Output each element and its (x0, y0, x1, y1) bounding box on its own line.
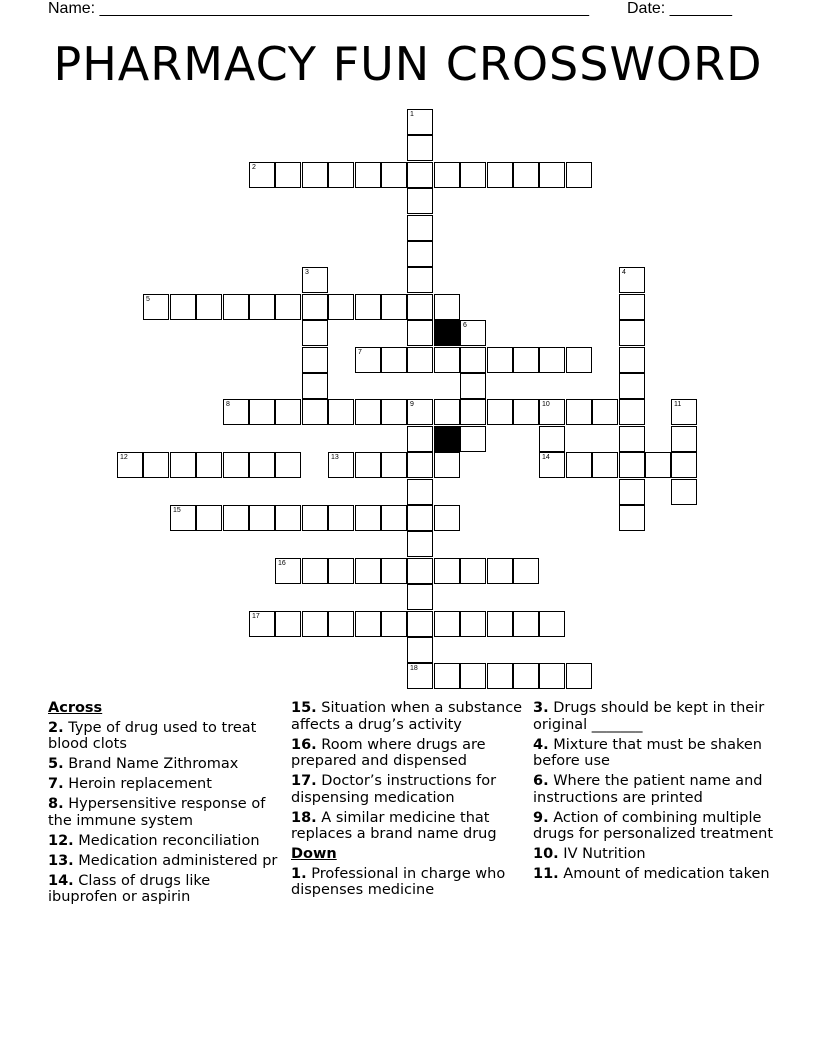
crossword-cell[interactable] (328, 452, 354, 478)
clue-number: 13 (331, 454, 339, 461)
crossword-cell[interactable] (223, 399, 249, 425)
crossword-cell[interactable] (249, 294, 275, 320)
crossword-cell[interactable] (460, 347, 486, 373)
clue-number: 10 (542, 401, 550, 408)
crossword-cell[interactable] (671, 426, 697, 452)
clue-number: 18 (410, 665, 418, 672)
crossword-cell[interactable] (619, 347, 645, 373)
crossword-cell[interactable] (302, 558, 328, 584)
clue-number: 7 (358, 349, 362, 356)
crossword-cell[interactable] (407, 241, 433, 267)
crossword-cell[interactable] (407, 505, 433, 531)
crossword-cell[interactable] (381, 294, 407, 320)
clue-number-label: 9. (533, 809, 549, 826)
crossword-cell[interactable] (381, 347, 407, 373)
crossword-cell[interactable] (619, 399, 645, 425)
clue-text: A similar medicine that replaces a brand name drug (291, 809, 497, 842)
crossword-cell[interactable] (407, 611, 433, 637)
clue-number: 14 (542, 454, 550, 461)
clue-number: 1 (410, 111, 414, 118)
crossword-cell[interactable] (434, 399, 460, 425)
crossword-cell[interactable] (619, 452, 645, 478)
crossword-cell[interactable] (619, 373, 645, 399)
crossword-cell[interactable] (407, 637, 433, 663)
clue-number-label: 11. (533, 866, 559, 882)
crossword-cell[interactable] (487, 663, 513, 689)
clue-number: 6 (463, 322, 467, 329)
down-clue-list (291, 866, 523, 899)
clue-number: 12 (120, 454, 128, 461)
clue-number-label: 14. (48, 872, 74, 889)
clue-column-1 (48, 700, 280, 909)
crossword-cell[interactable] (302, 373, 328, 399)
crossword-cell[interactable] (487, 399, 513, 425)
clue-number-label: 7. (48, 776, 64, 792)
crossword-cell[interactable] (539, 347, 565, 373)
crossword-cell[interactable] (355, 505, 381, 531)
crossword-cell[interactable] (355, 558, 381, 584)
crossword-cell[interactable] (460, 558, 486, 584)
crossword-cell[interactable] (275, 611, 301, 637)
clue-number-label: 8. (48, 796, 64, 812)
crossword-cell[interactable] (487, 347, 513, 373)
crossword-cell[interactable] (407, 188, 433, 214)
crossword-cell[interactable] (170, 505, 196, 531)
crossword-cell[interactable] (275, 452, 301, 478)
crossword-cell[interactable] (407, 267, 433, 293)
crossword-cell[interactable] (434, 558, 460, 584)
crossword-cell[interactable] (407, 452, 433, 478)
crossword-cell[interactable] (645, 452, 671, 478)
clue-number: 5 (146, 296, 150, 303)
page-title: PHARMACY FUN CROSSWORD (53, 37, 763, 91)
clue-text: Professional in charge who dispenses medicine (291, 865, 506, 898)
crossword-cell[interactable] (539, 426, 565, 452)
clue-text: Amount of medication taken (558, 866, 770, 882)
clue-text: Drugs should be kept in their original _______ (533, 700, 765, 733)
crossword-cell[interactable] (275, 294, 301, 320)
black-square (434, 426, 460, 452)
clue-number: 11 (674, 401, 682, 408)
crossword-cell[interactable] (302, 162, 328, 188)
crossword-cell[interactable] (434, 505, 460, 531)
crossword-cell[interactable] (407, 479, 433, 505)
clue-number-label: 6. (533, 773, 549, 789)
crossword-cell[interactable] (407, 215, 433, 241)
clue-item (48, 756, 280, 773)
crossword-cell[interactable] (566, 162, 592, 188)
crossword-cell[interactable] (355, 611, 381, 637)
clue-number-label: 5. (48, 756, 64, 772)
clue-item (48, 776, 280, 793)
crossword-cell[interactable] (302, 399, 328, 425)
crossword-cell[interactable] (407, 135, 433, 161)
crossword-cell[interactable] (671, 452, 697, 478)
crossword-cell[interactable] (381, 162, 407, 188)
header (48, 0, 748, 20)
clue-item (291, 773, 523, 806)
crossword-cell[interactable] (513, 162, 539, 188)
crossword-cell[interactable] (275, 162, 301, 188)
crossword-cell[interactable] (275, 399, 301, 425)
crossword-cell[interactable] (381, 558, 407, 584)
clue-number-label: 1. (291, 865, 307, 882)
crossword-cell[interactable] (566, 347, 592, 373)
clue-number-label: 2. (48, 719, 64, 736)
clue-text: Heroin replacement (63, 776, 212, 792)
crossword-cell[interactable] (619, 267, 645, 293)
crossword-cell[interactable] (407, 584, 433, 610)
clue-item (48, 853, 280, 870)
crossword-cell[interactable] (275, 558, 301, 584)
down-heading: Down (291, 846, 337, 862)
clue-number: 17 (252, 613, 260, 620)
clue-column-2 (291, 700, 523, 902)
crossword-cell[interactable] (302, 294, 328, 320)
clue-number: 16 (278, 560, 286, 567)
clue-item (48, 720, 280, 753)
crossword-cell[interactable] (407, 162, 433, 188)
crossword-cell[interactable] (249, 505, 275, 531)
crossword-cell[interactable] (355, 162, 381, 188)
crossword-cell[interactable] (407, 320, 433, 346)
clue-text: Mixture that must be shaken before use (533, 736, 762, 769)
crossword-cell[interactable] (434, 611, 460, 637)
crossword-cell[interactable] (513, 399, 539, 425)
crossword-cell[interactable] (381, 399, 407, 425)
crossword-cell[interactable] (539, 452, 565, 478)
crossword-cell[interactable] (460, 162, 486, 188)
clue-text: Brand Name Zithromax (63, 756, 239, 772)
clue-number: 2 (252, 164, 256, 171)
crossword-cell[interactable] (302, 505, 328, 531)
crossword-cell[interactable] (355, 399, 381, 425)
crossword-cell[interactable] (539, 611, 565, 637)
crossword-cell[interactable] (460, 373, 486, 399)
crossword-cell[interactable] (619, 294, 645, 320)
clue-item (533, 866, 773, 883)
crossword-cell[interactable] (619, 505, 645, 531)
crossword-cell[interactable] (592, 399, 618, 425)
crossword-cell[interactable] (513, 663, 539, 689)
crossword-cell[interactable] (328, 162, 354, 188)
clue-text: Class of drugs like ibuprofen or aspirin (48, 872, 211, 905)
across-clue-list-continued (291, 700, 523, 843)
crossword-cell[interactable] (381, 505, 407, 531)
crossword-cell[interactable] (407, 426, 433, 452)
crossword-cell[interactable] (592, 452, 618, 478)
crossword-cell[interactable] (249, 452, 275, 478)
crossword-cell[interactable] (407, 558, 433, 584)
crossword-cell[interactable] (381, 452, 407, 478)
crossword-cell[interactable] (539, 663, 565, 689)
crossword-cell[interactable] (328, 505, 354, 531)
clue-number-label: 12. (48, 832, 74, 849)
crossword-cell[interactable] (117, 452, 143, 478)
clue-item (533, 700, 773, 733)
crossword-cell[interactable] (513, 611, 539, 637)
crossword-cell[interactable] (460, 399, 486, 425)
crossword-cell[interactable] (434, 294, 460, 320)
crossword-cell[interactable] (249, 162, 275, 188)
clue-number-label: 4. (533, 736, 549, 753)
crossword-cell[interactable] (619, 479, 645, 505)
clue-item (533, 737, 773, 770)
clue-item (48, 873, 280, 906)
crossword-cell[interactable] (487, 558, 513, 584)
clue-text: Hypersensitive response of the immune system (48, 796, 266, 829)
crossword-cell[interactable] (381, 611, 407, 637)
crossword-cell[interactable] (302, 347, 328, 373)
clue-number: 8 (226, 401, 230, 408)
clue-item (533, 773, 773, 806)
crossword-cell[interactable] (460, 320, 486, 346)
crossword-cell[interactable] (407, 347, 433, 373)
crossword-cell[interactable] (328, 558, 354, 584)
clue-number-label: 15. (291, 700, 317, 716)
clue-item (291, 737, 523, 770)
crossword-cell[interactable] (355, 452, 381, 478)
clue-number: 9 (410, 401, 414, 408)
clue-text: Where the patient name and instructions are printed (533, 773, 763, 806)
crossword-cell[interactable] (407, 294, 433, 320)
crossword-cell[interactable] (196, 505, 222, 531)
down-clue-list-continued (533, 700, 773, 883)
crossword-cell[interactable] (328, 399, 354, 425)
clue-text: IV Nutrition (558, 846, 646, 862)
clue-number: 4 (622, 269, 626, 276)
clue-item (291, 866, 523, 899)
crossword-cell[interactable] (170, 294, 196, 320)
crossword-cell[interactable] (196, 294, 222, 320)
crossword-cell[interactable] (143, 452, 169, 478)
name-field-label[interactable]: Name: _______________________________________________________ (48, 0, 589, 17)
clue-item (533, 810, 773, 843)
clue-number-label: 13. (48, 852, 74, 869)
black-square (434, 320, 460, 346)
crossword-cell[interactable] (539, 162, 565, 188)
clue-number-label: 3. (533, 700, 549, 716)
clue-number: 15 (173, 507, 181, 514)
clue-text: Medication reconciliation (73, 832, 260, 849)
crossword-cell[interactable] (143, 294, 169, 320)
crossword-cell[interactable] (434, 162, 460, 188)
crossword-cell[interactable] (407, 531, 433, 557)
clue-item (48, 796, 280, 829)
crossword-cell[interactable] (328, 294, 354, 320)
clue-item (291, 700, 523, 733)
crossword-cell[interactable] (539, 399, 565, 425)
crossword-cell[interactable] (671, 399, 697, 425)
crossword-cell[interactable] (671, 479, 697, 505)
crossword-cell[interactable] (223, 452, 249, 478)
crossword-cell[interactable] (302, 611, 328, 637)
crossword-cell[interactable] (328, 611, 354, 637)
crossword-cell[interactable] (275, 505, 301, 531)
crossword-cell[interactable] (566, 663, 592, 689)
crossword-cell[interactable] (460, 611, 486, 637)
clue-item (48, 833, 280, 850)
clue-text: Situation when a substance affects a drug’s activity (291, 700, 523, 733)
crossword-cell[interactable] (513, 558, 539, 584)
crossword-cell[interactable] (302, 320, 328, 346)
crossword-cell[interactable] (407, 109, 433, 135)
crossword-cell[interactable] (460, 663, 486, 689)
clue-number-label: 17. (291, 773, 317, 789)
clue-number: 3 (305, 269, 309, 276)
crossword-cell[interactable] (196, 452, 222, 478)
crossword-cell[interactable] (170, 452, 196, 478)
across-heading: Across (48, 700, 103, 716)
clue-text: Room where drugs are prepared and dispensed (291, 736, 486, 769)
crossword-cell[interactable] (487, 611, 513, 637)
crossword-cell[interactable] (566, 399, 592, 425)
crossword-cell[interactable] (355, 347, 381, 373)
crossword-cell[interactable] (223, 505, 249, 531)
clue-item (533, 846, 773, 863)
crossword-cell[interactable] (223, 294, 249, 320)
clue-text: Action of combining multiple drugs for personalized treatment (533, 809, 774, 842)
clue-number-label: 10. (533, 846, 559, 862)
crossword-cell[interactable] (619, 426, 645, 452)
date-field-label[interactable]: Date: _______ (627, 0, 732, 17)
crossword-cell[interactable] (619, 320, 645, 346)
crossword-cell[interactable] (434, 347, 460, 373)
clue-text: Medication administered pr (73, 852, 278, 869)
crossword-cell[interactable] (434, 452, 460, 478)
crossword-cell[interactable] (434, 663, 460, 689)
clue-text: Doctor’s instructions for dispensing medication (291, 773, 497, 806)
crossword-cell[interactable] (407, 663, 433, 689)
clue-column-3 (533, 700, 773, 886)
crossword-cell[interactable] (249, 611, 275, 637)
crossword-cell[interactable] (302, 267, 328, 293)
crossword-cell[interactable] (407, 399, 433, 425)
clue-number-label: 18. (291, 809, 317, 826)
across-clue-list (48, 720, 280, 906)
crossword-cell[interactable] (513, 347, 539, 373)
clue-number-label: 16. (291, 736, 317, 753)
clue-text: Type of drug used to treat blood clots (48, 719, 257, 752)
crossword-cell[interactable] (460, 426, 486, 452)
crossword-cell[interactable] (566, 452, 592, 478)
crossword-cell[interactable] (487, 162, 513, 188)
clue-item (291, 810, 523, 843)
crossword-cell[interactable] (355, 294, 381, 320)
crossword-cell[interactable] (249, 399, 275, 425)
